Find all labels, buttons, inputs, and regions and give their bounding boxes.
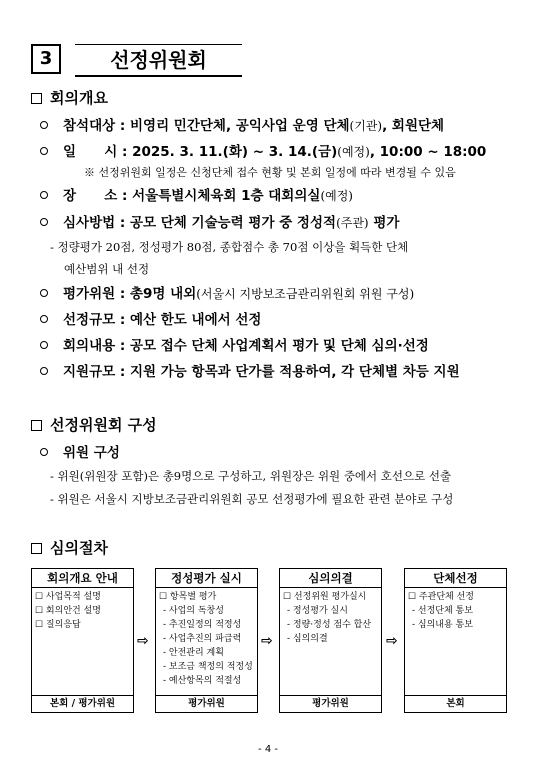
- schedule-note: ※ 선정위원회 일정은 신청단체 접수 현황 및 본회 일정에 따라 변경될 수 있음: [84, 166, 456, 179]
- procedure-step-4: [404, 568, 507, 713]
- circle-bullet-icon: [40, 147, 48, 155]
- checkbox-square-icon: [31, 420, 42, 431]
- row-meeting-content: 회의내용 : 공모 접수 단체 사업계획서 평가 및 단체 심의·선정: [40, 336, 429, 356]
- step-footer: 평가위원: [156, 695, 257, 712]
- circle-bullet-icon: [40, 341, 48, 349]
- step-line: - 안전관리 계획: [163, 648, 224, 658]
- circle-bullet-icon: [40, 289, 48, 297]
- step-line: - 예산항목의 적절성: [163, 676, 242, 686]
- section-title: 선정위원회 구성: [50, 416, 157, 434]
- composition-detail-1: - 위원(위원장 포함)은 총9명으로 구성하고, 위원장은 위원 중에서 호선으로 선출: [50, 469, 452, 483]
- step-heading: 심의의결: [280, 569, 381, 588]
- step-line: ☐ 회의안건 설명: [35, 606, 101, 616]
- step-line: - 보조금 책정의 적정성: [163, 662, 253, 672]
- step-line: ☐ 선정위원 평가실시: [283, 592, 367, 602]
- page-number: - 4 -: [258, 744, 278, 755]
- right-arrow-icon: ⇨: [386, 633, 398, 649]
- step-heading: 단체선정: [405, 569, 506, 588]
- circle-bullet-icon: [40, 121, 48, 129]
- score-criteria: - 정량평가 20점, 정성평가 80점, 종합점수 총 70점 이상을 획득한 단체: [50, 240, 409, 254]
- step-line: ☐ 항목별 평가: [159, 592, 217, 602]
- row-datetime: 일 시 : 2025. 3. 11.(화) ~ 3. 14.(금)(예정), 10:00 ~ 18:00: [40, 142, 486, 162]
- row-selection-scale: 선정규모 : 예산 한도 내에서 선정: [40, 310, 261, 330]
- procedure-step-2: [155, 568, 258, 713]
- step-line: ☐ 질의응답: [35, 620, 81, 630]
- checkbox-square-icon: [31, 93, 42, 104]
- step-line: - 심의내용 통보: [412, 620, 473, 630]
- step-line: - 정성평가 실시: [287, 606, 348, 616]
- circle-bullet-icon: [40, 218, 48, 226]
- section-title: 회의개요: [50, 89, 108, 107]
- circle-bullet-icon: [40, 315, 48, 323]
- score-criteria-cont: 예산범위 내 선정: [64, 262, 150, 276]
- section-committee-composition: [31, 415, 157, 435]
- composition-detail-2: - 위원은 서울시 지방보조금관리위원회 공모 선정평가에 필요한 관련 분야로 구성: [50, 492, 454, 506]
- row-review-method: 심사방법 : 공모 단체 기술능력 평가 중 정성적(주관) 평가: [40, 213, 399, 233]
- step-line: - 사업의 독창성: [163, 606, 224, 616]
- section-meeting-overview: [31, 88, 108, 108]
- procedure-step-3: [279, 568, 382, 713]
- row-evaluators: 평가위원 : 총9명 내외(서울시 지방보조금관리위원회 위원 구성): [40, 284, 414, 304]
- chapter-title: 선정위원회: [75, 44, 242, 77]
- step-line: - 추진일정의 적정성: [163, 620, 242, 630]
- row-support-scale: 지원규모 : 지원 가능 항목과 단가를 적용하여, 각 단체별 차등 지원: [40, 362, 460, 382]
- step-line: - 선정단체 통보: [412, 606, 473, 616]
- circle-bullet-icon: [40, 191, 48, 199]
- row-attendees: 참석대상 : 비영리 민간단체, 공익사업 운영 단체(기관), 회원단체: [40, 116, 444, 136]
- checkbox-square-icon: [31, 543, 42, 554]
- row-venue: 장 소 : 서울특별시체육회 1층 대회의실(예정): [40, 186, 353, 206]
- right-arrow-icon: ⇨: [137, 633, 149, 649]
- chapter-number: 3: [31, 44, 61, 74]
- step-line: - 심의의결: [287, 634, 328, 644]
- step-heading: 회의개요 안내: [32, 569, 133, 588]
- section-title: 심의절차: [50, 539, 108, 557]
- circle-bullet-icon: [40, 367, 48, 375]
- step-line: ☐ 주관단체 선정: [408, 592, 474, 602]
- right-arrow-icon: ⇨: [261, 633, 273, 649]
- step-footer: 본회 / 평가위원: [32, 695, 133, 712]
- procedure-step-1: [31, 568, 134, 713]
- section-review-procedure: [31, 538, 108, 558]
- step-heading: 정성평가 실시: [156, 569, 257, 588]
- step-line: - 사업추진의 파급력: [163, 634, 242, 644]
- step-footer: 본회: [405, 695, 506, 712]
- step-line: - 정량·정성 점수 합산: [287, 620, 372, 630]
- row-member-composition: 위원 구성: [40, 443, 120, 463]
- circle-bullet-icon: [40, 448, 48, 456]
- step-line: ☐ 사업목적 설명: [35, 592, 101, 602]
- step-footer: 평가위원: [280, 695, 381, 712]
